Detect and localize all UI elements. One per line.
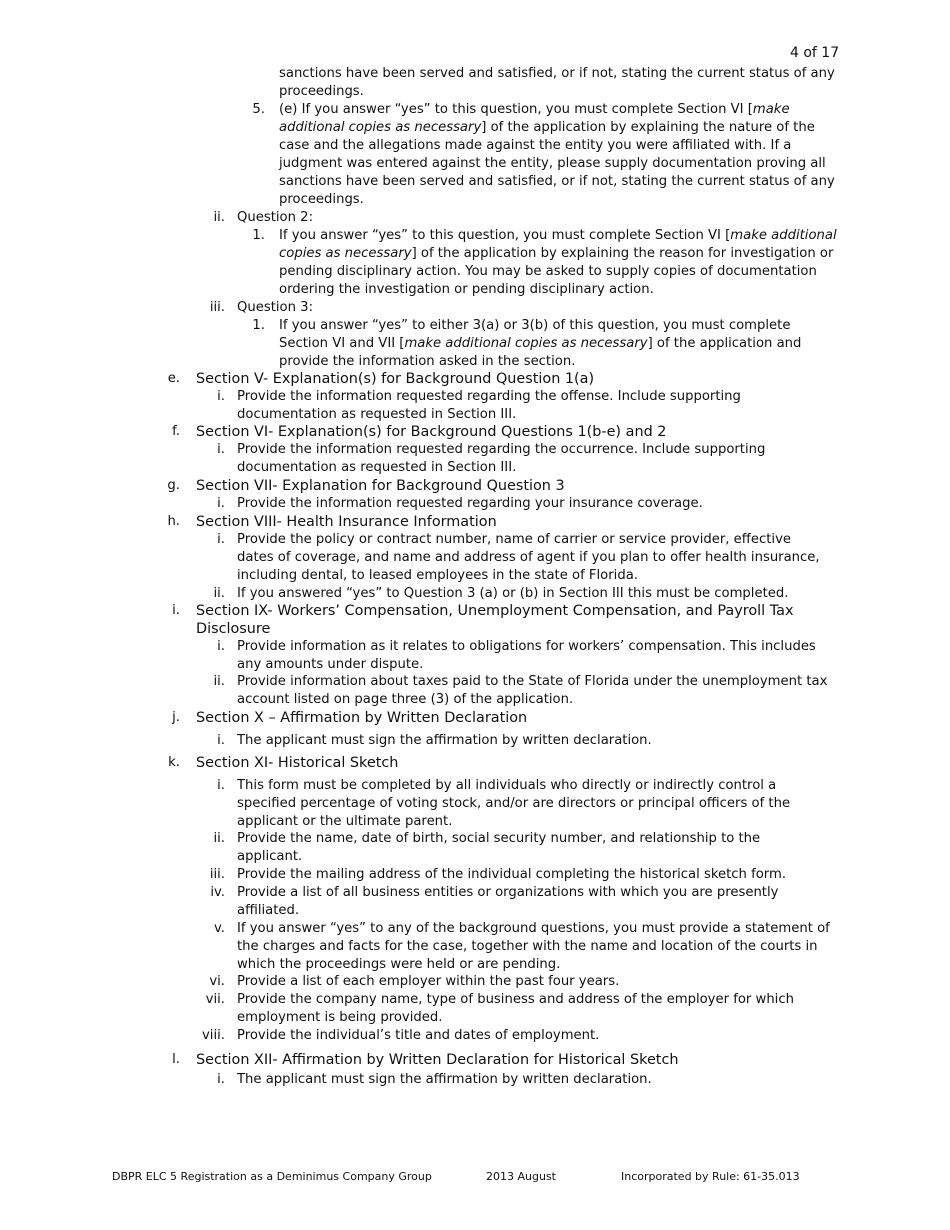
question-3-label: Question 3: <box>237 300 314 315</box>
sub-marker: viii. <box>202 1028 225 1043</box>
sub-marker: iii. <box>209 867 225 882</box>
sub-marker: ii. <box>213 210 225 225</box>
list-item: Provide a list of all business entities or organizations with which you are presently affiliated. <box>237 885 779 918</box>
list-item: The applicant must sign the affirmation by written declaration. <box>237 733 652 748</box>
continuation-paragraph: sanctions have been served and satisfied, or if not, stating the current status of any proceedings. <box>279 66 835 99</box>
list-item: Provide information as it relates to obligations for workers’ compensation. This includes any amounts under dispute. <box>237 639 816 672</box>
list-item: The applicant must sign the affirmation by written declaration. <box>237 1072 652 1087</box>
sub-marker: i. <box>217 532 225 547</box>
sub-marker: i. <box>217 442 225 457</box>
sub-marker: ii. <box>213 586 225 601</box>
italic-note: make additional copies as necessary <box>279 228 837 261</box>
item-marker: 1. <box>252 228 265 243</box>
section-title: Section VI- Explanation(s) for Background Questions 1(b-e) and 2 <box>196 424 667 440</box>
sub-marker: v. <box>214 921 225 936</box>
sub-marker: vii. <box>205 992 225 1007</box>
section-title: Section XII- Affirmation by Written Declaration for Historical Sketch <box>196 1052 679 1068</box>
section-title: Section V- Explanation(s) for Background Question 1(a) <box>196 371 595 387</box>
sub-marker: ii. <box>213 674 225 689</box>
list-item: Provide the information requested regarding the offense. Include supporting documentation as requested in Section III. <box>237 389 741 422</box>
section-marker: l. <box>172 1052 180 1067</box>
question-1e-text: (e) If you answer “yes” to this question, you must complete Section VI [make additional copies as necessary] of the application by explaining the nature of the case and the allegations made against the entity you were affiliated with. If a judgment was entered against the entity, please supply documentation proving all sanctions have been served and satisfied, or if not, stating the current status of any proceedings. <box>279 102 835 207</box>
section-marker: k. <box>168 755 180 770</box>
list-item: Provide the company name, type of business and address of the employer for which employment is being provided. <box>237 992 794 1025</box>
italic-note: make additional copies as necessary <box>279 102 790 135</box>
section-title: Section X – Affirmation by Written Declaration <box>196 710 528 726</box>
italic-note: make additional copies as necessary <box>404 336 648 351</box>
list-item: Provide the name, date of birth, social security number, and relationship to the applicant. <box>237 831 761 864</box>
sub-marker: i. <box>217 639 225 654</box>
section-title: Section VII- Explanation for Background Question 3 <box>196 478 565 494</box>
section-title: Section XI- Historical Sketch <box>196 755 399 771</box>
list-item: Provide the policy or contract number, name of carrier or service provider, effective dates of coverage, and name and address of agent if you plan to offer health insurance, including dental, to leased employees in the state of Florida. <box>237 532 820 583</box>
list-item: Provide the individual’s title and dates of employment. <box>237 1028 600 1043</box>
section-marker: e. <box>167 371 180 386</box>
item-marker: 1. <box>252 318 265 333</box>
sub-marker: i. <box>217 389 225 404</box>
sub-marker: iv. <box>210 885 225 900</box>
footer-form-name: DBPR ELC 5 Registration as a Deminimus Company Group <box>112 1170 432 1183</box>
continuation-text <box>279 65 839 101</box>
section-title: Section VIII- Health Insurance Information <box>196 514 497 530</box>
section-marker: i. <box>172 603 180 618</box>
sub-marker: vi. <box>209 974 225 989</box>
section-marker: g. <box>167 478 180 493</box>
list-item: Provide the information requested regarding the occurrence. Include supporting documentation as requested in Section III. <box>237 442 766 475</box>
section-title: Section IX- Workers’ Compensation, Unemployment Compensation, and Payroll Tax Disclosure <box>196 603 794 637</box>
list-item: Provide the information requested regarding your insurance coverage. <box>237 496 703 511</box>
list-item: Provide a list of each employer within the past four years. <box>237 974 620 989</box>
question-2-label: Question 2: <box>237 210 314 225</box>
section-marker: h. <box>167 514 180 529</box>
list-item: If you answered “yes” to Question 3 (a) or (b) in Section III this must be completed. <box>237 586 789 601</box>
sub-marker: i. <box>217 496 225 511</box>
sub-marker: iii. <box>209 300 225 315</box>
item-marker: 5. <box>252 102 265 117</box>
question-3-text: If you answer “yes” to either 3(a) or 3(b) of this question, you must complete Section VI and VII [make additional copies as necessary] of the application and provide the information asked in the section. <box>279 318 802 369</box>
section-marker: f. <box>172 424 180 439</box>
list-item: Provide information about taxes paid to the State of Florida under the unemployment tax account listed on page three (3) of the application. <box>237 674 828 707</box>
footer-date: 2013 August <box>486 1170 556 1183</box>
question-2-text: If you answer “yes” to this question, you must complete Section VI [make additional copies as necessary] of the application by explaining the reason for investigation or pending disciplinary action. You may be asked to supply copies of documentation ordering the investigation or pending disciplinary action. <box>279 228 837 297</box>
list-item: This form must be completed by all individuals who directly or indirectly control a specified percentage of voting stock, and/or are directors or principal officers of the applicant or the ultimate parent. <box>237 778 791 829</box>
sub-marker: i. <box>217 733 225 748</box>
sub-marker: ii. <box>213 831 225 846</box>
section-marker: j. <box>172 710 180 725</box>
sub-marker: i. <box>217 778 225 793</box>
list-item: Provide the mailing address of the individual completing the historical sketch form. <box>237 867 787 882</box>
list-item: If you answer “yes” to any of the background questions, you must provide a statement of the charges and facts for the case, together with the name and location of the courts in which the proceedings were held or are pending. <box>237 921 830 972</box>
footer-rule: Incorporated by Rule: 61-35.013 <box>621 1170 800 1183</box>
page-number: 4 of 17 <box>790 45 840 61</box>
sub-marker: i. <box>217 1072 225 1087</box>
